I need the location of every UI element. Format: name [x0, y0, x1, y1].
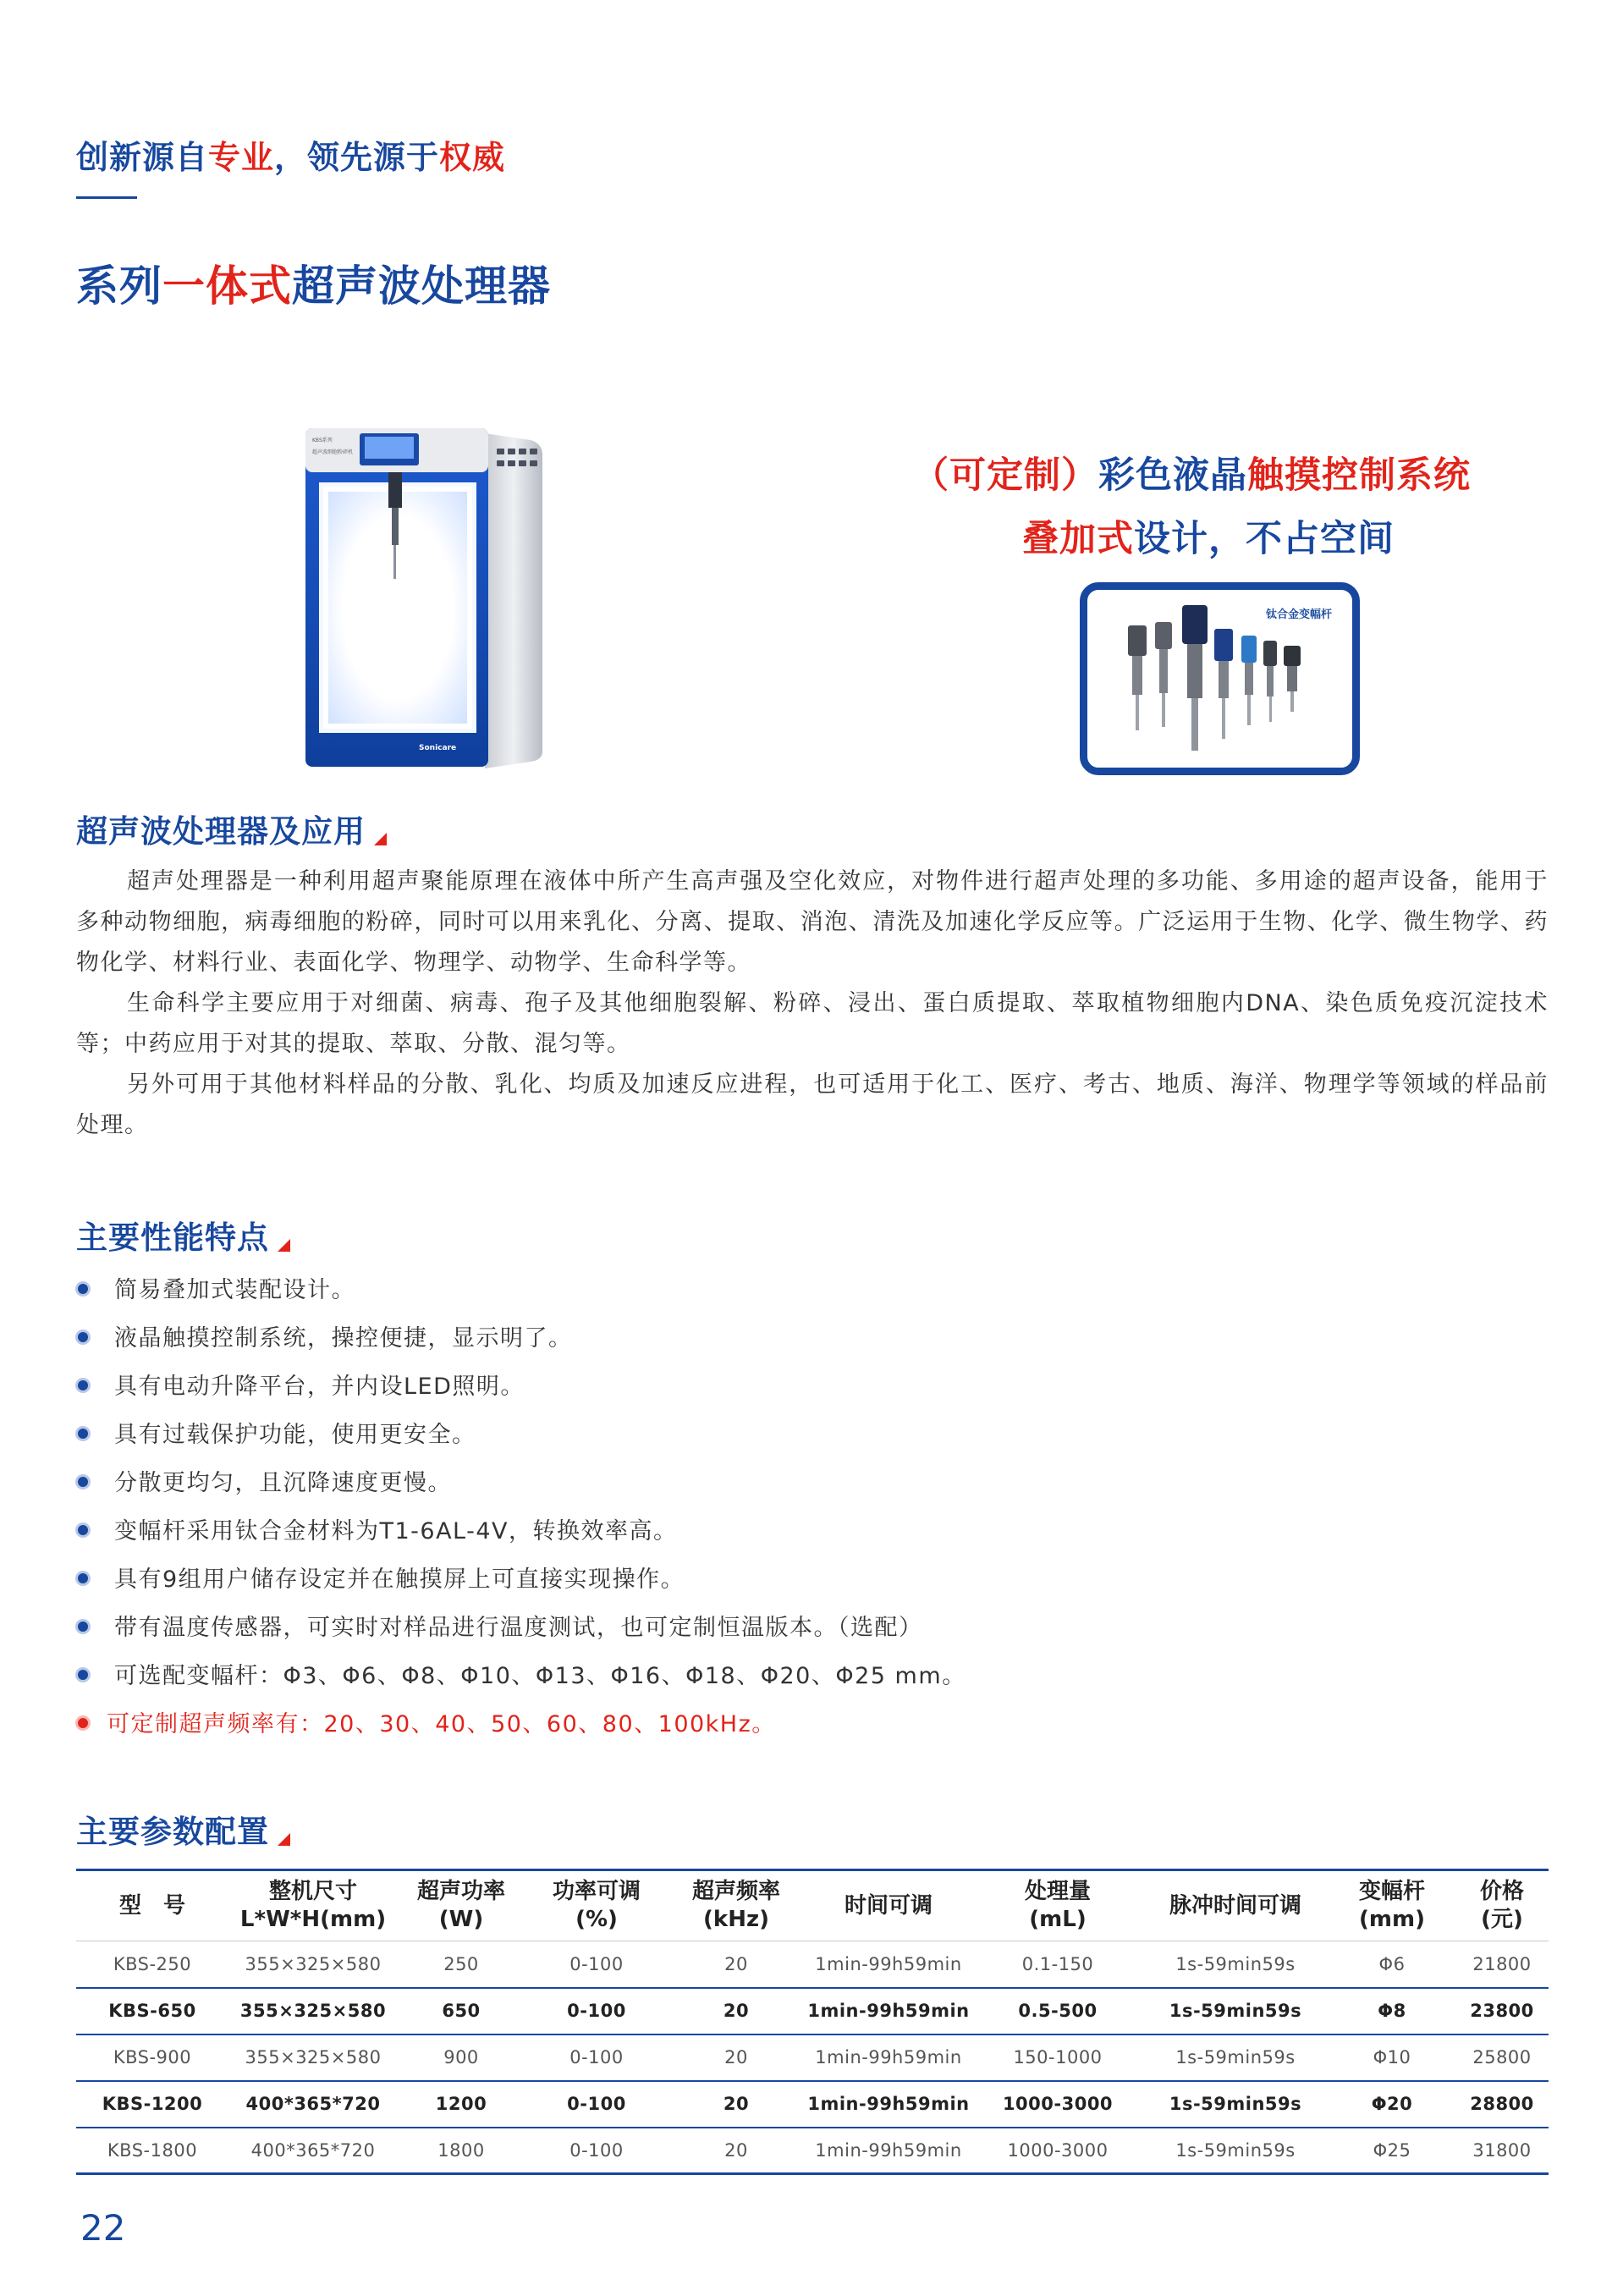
table-cell: 0-100 [525, 2128, 668, 2174]
table-cell: Φ25 [1329, 2128, 1455, 2174]
probe-set-image [1087, 590, 1352, 768]
table-cell: 20 [668, 2128, 804, 2174]
header-line-2: (%) [575, 1907, 618, 1932]
probe-4 [1214, 629, 1233, 739]
probe-2 [1155, 622, 1172, 727]
table-cell: 355×325×580 [228, 1988, 398, 2034]
slogan-divider [76, 196, 137, 199]
table-cell: 1000-3000 [973, 2128, 1142, 2174]
header-line-1: 价格 [1479, 1879, 1524, 1904]
list-item: 带有温度传感器，可实时对样品进行温度测试，也可定制恒温版本。（选配） [76, 1611, 966, 1660]
page-title [76, 252, 551, 313]
table-cell: 20 [668, 1988, 804, 2034]
table-cell: 900 [398, 2034, 525, 2081]
column-header [1142, 1870, 1329, 1941]
header-line-2: L*W*H(mm) [239, 1907, 387, 1932]
column-header [668, 1870, 804, 1941]
column-header [1455, 1870, 1549, 1941]
section-marker-icon [278, 1833, 290, 1846]
panel-line-1: KBS系列 [312, 438, 333, 443]
header-line-1: 型 号 [118, 1892, 185, 1919]
table-cell: 1s-59min59s [1142, 2034, 1329, 2081]
application-title-text: 超声波处理器及应用 [76, 813, 366, 850]
promo-headline-1-part-3: 触摸控制系统 [1247, 454, 1471, 497]
header-line-1: 变幅杆 [1358, 1879, 1425, 1904]
table-cell: KBS-900 [76, 2034, 228, 2081]
product-image [300, 423, 554, 770]
table-row [76, 2128, 1549, 2174]
header-line-2: (kHz) [703, 1907, 769, 1932]
probe-7 [1284, 646, 1301, 712]
table-cell: 400*365*720 [228, 2128, 398, 2174]
specs-section-title [76, 1806, 290, 1852]
list-item: 具有电动升降平台，并内设LED照明。 [76, 1370, 966, 1418]
list-item: 可选配变幅杆：Φ3、Φ6、Φ8、Φ10、Φ13、Φ16、Φ18、Φ20、Φ25 mm。 [76, 1660, 966, 1708]
table-cell: 0-100 [525, 2034, 668, 2081]
column-header [398, 1870, 525, 1941]
header-line-2: (mm) [1359, 1907, 1425, 1932]
probe-horn [392, 508, 399, 545]
list-item-highlight: 可定制超声频率有：20、30、40、50、60、80、100kHz。 [76, 1708, 966, 1756]
header-line-2: (mL) [1029, 1907, 1087, 1932]
table-cell: 1200 [398, 2081, 525, 2128]
transducer [388, 472, 402, 508]
table-cell: 1min-99h59min [804, 1988, 973, 2034]
header-line-1: 功率可调 [552, 1879, 641, 1904]
page-title-part-1: 系列 [76, 262, 162, 311]
application-paragraph-3: 另外可用于其他材料样品的分散、乳化、均质及加速反应进程，也可适用于化工、医疗、考古、地质、海洋、物理学等领域的样品前处理。 [76, 1071, 1549, 1138]
application-paragraph-2: 生命科学主要应用于对细菌、病毒、孢子及其他细胞裂解、粉碎、浸出、蛋白质提取、萃取植物细胞内DNA、染色质免疫沉淀技术等；中药应用于对其的提取、萃取、分散、混匀等。 [76, 990, 1549, 1057]
probe-3 [1182, 605, 1208, 751]
table-cell: Φ8 [1329, 1988, 1455, 2034]
slogan [76, 131, 505, 178]
table-cell: 1s-59min59s [1142, 1941, 1329, 1988]
table-cell: 0.1-150 [973, 1941, 1142, 1988]
header-line-1: 时间可调 [844, 1892, 933, 1919]
promo-headline-2-part-2: 设计，不占空间 [1134, 518, 1395, 560]
list-item: 分散更均匀，且沉降速度更慢。 [76, 1467, 966, 1515]
column-header [1329, 1870, 1455, 1941]
table-cell: 20 [668, 2081, 804, 2128]
table-cell: 28800 [1455, 2081, 1549, 2128]
table-row [76, 2034, 1549, 2081]
table-cell: KBS-1800 [76, 2128, 228, 2174]
promo-headline-1-part-1: （可定制） [912, 454, 1098, 497]
spec-table [76, 1869, 1549, 2175]
table-cell: 20 [668, 2034, 804, 2081]
column-header [525, 1870, 668, 1941]
probe-1 [1128, 625, 1147, 730]
brand-logo: Sonicare [419, 744, 457, 752]
column-header [804, 1870, 973, 1941]
header-line-1: 整机尺寸 [268, 1879, 357, 1904]
specs-title-text: 主要参数配置 [76, 1814, 269, 1850]
table-cell: Φ6 [1329, 1941, 1455, 1988]
touch-screen-display [365, 437, 414, 459]
table-cell: 400*365*720 [228, 2081, 398, 2128]
header-line-1: 处理量 [1024, 1879, 1091, 1904]
page-number: 22 [80, 2207, 126, 2249]
table-cell: Φ10 [1329, 2034, 1455, 2081]
slogan-part-3: ，领先源于 [274, 139, 440, 176]
application-paragraph-1: 超声处理器是一种利用超声聚能原理在液体中所产生高声强及空化效应，对物件进行超声处理的多功能、多用途的超声设备，能用于多种动物细胞，病毒细胞的粉碎，同时可以用来乳化、分离、提取、消泡、清洗及加速化学反应等。广泛运用于生物、化学、微生物学、药物化学、材料行业、表面化学、物理学、动物学、生命科学等。 [76, 868, 1549, 976]
section-marker-icon [374, 833, 387, 845]
features-list [76, 1274, 966, 1756]
header-line-1: 超声频率 [691, 1879, 780, 1904]
table-cell: Φ20 [1329, 2081, 1455, 2128]
table-cell: 355×325×580 [228, 1941, 398, 1988]
table-cell: 1s-59min59s [1142, 2081, 1329, 2128]
table-cell: 1min-99h59min [804, 2081, 973, 2128]
table-cell: 23800 [1455, 1988, 1549, 2034]
slogan-part-4: 权威 [439, 139, 506, 176]
probe-tip [393, 545, 396, 579]
table-cell: 0-100 [525, 1941, 668, 1988]
cabinet-side [485, 433, 542, 768]
table-cell: KBS-1200 [76, 2081, 228, 2128]
list-item: 具有过载保护功能，使用更安全。 [76, 1418, 966, 1467]
table-cell: 0-100 [525, 2081, 668, 2128]
table-cell: 21800 [1455, 1941, 1549, 1988]
list-item: 具有9组用户储存设定并在触摸屏上可直接实现操作。 [76, 1563, 966, 1611]
table-row [76, 2081, 1549, 2128]
column-header [228, 1870, 398, 1941]
table-cell: 31800 [1455, 2128, 1549, 2174]
section-marker-icon [278, 1239, 290, 1252]
features-section-title [76, 1212, 290, 1258]
probe-5 [1241, 636, 1257, 725]
table-cell: 650 [398, 1988, 525, 2034]
list-item: 变幅杆采用钛合金材料为T1-6AL-4V，转换效率高。 [76, 1515, 966, 1563]
table-cell: 150-1000 [973, 2034, 1142, 2081]
table-cell: 1000-3000 [973, 2081, 1142, 2128]
promo-headline-1-part-2: 彩色液晶 [1098, 454, 1247, 497]
table-cell: 1min-99h59min [804, 2128, 973, 2174]
table-cell: 1800 [398, 2128, 525, 2174]
page-title-part-2: 一体式 [162, 262, 292, 311]
table-cell: 1s-59min59s [1142, 2128, 1329, 2174]
table-cell: 0.5-500 [973, 1988, 1142, 2034]
header-line-1: 超声功率 [416, 1879, 505, 1904]
application-section-title [76, 806, 387, 851]
table-cell: 355×325×580 [228, 2034, 398, 2081]
column-header [973, 1870, 1142, 1941]
slogan-part-2: 专业 [208, 139, 275, 176]
features-title-text: 主要性能特点 [76, 1220, 269, 1256]
table-header-row [76, 1870, 1549, 1941]
table-cell: 250 [398, 1941, 525, 1988]
probe-image-frame [1080, 582, 1360, 775]
column-header [76, 1870, 228, 1941]
table-cell: KBS-250 [76, 1941, 228, 1988]
header-line-1: 脉冲时间可调 [1169, 1892, 1301, 1919]
table-cell: 20 [668, 1941, 804, 1988]
slogan-part-1: 创新源自 [76, 139, 209, 176]
panel-line-2: 超声波细胞粉碎机 [312, 449, 354, 455]
table-cell: 1s-59min59s [1142, 1988, 1329, 2034]
table-cell: 25800 [1455, 2034, 1549, 2081]
header-line-2: (元) [1481, 1907, 1523, 1932]
header-line-2: (W) [438, 1907, 484, 1932]
page-title-part-3: 超声波处理器 [292, 262, 551, 311]
table-cell: 1min-99h59min [804, 1941, 973, 1988]
table-row [76, 1988, 1549, 2034]
promo-headline-2-part-1: 叠加式 [1022, 518, 1134, 560]
table-cell: 0-100 [525, 1988, 668, 2034]
probe-6 [1263, 641, 1277, 722]
table-cell: KBS-650 [76, 1988, 228, 2034]
promo-headline-2 [1022, 510, 1395, 562]
promo-headline-1 [912, 447, 1471, 498]
list-item: 简易叠加式装配设计。 [76, 1274, 966, 1322]
table-cell: 1min-99h59min [804, 2034, 973, 2081]
probe-label: 钛合金变幅杆 [1265, 608, 1332, 621]
list-item: 液晶触摸控制系统，操控便捷，显示明了。 [76, 1322, 966, 1370]
table-row [76, 1941, 1549, 1988]
